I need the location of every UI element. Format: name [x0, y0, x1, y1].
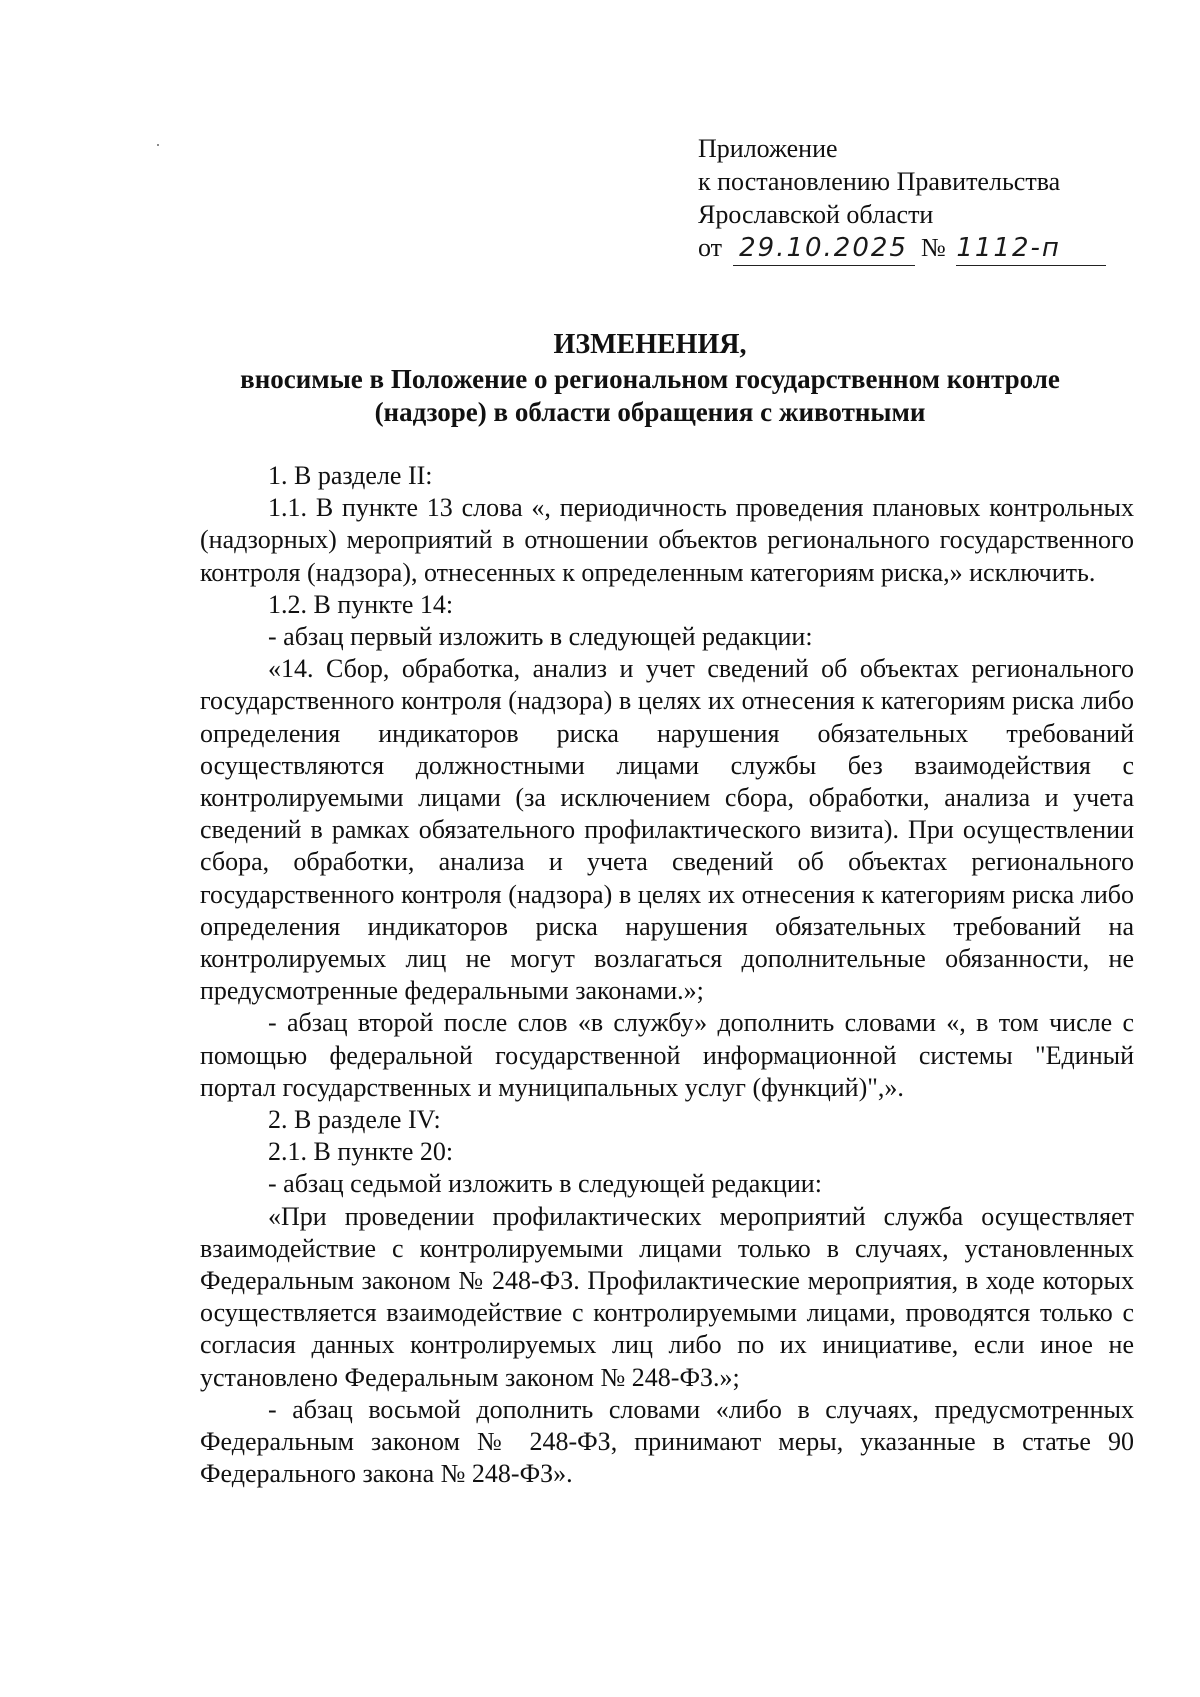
paragraph: - абзац второй после слов «в службу» дополнить словами «, в том числе с помощью федеральной государственной информационной системы "Единый портал государственных и муниципальных услуг (функций)",».: [200, 1008, 1134, 1102]
scan-speck: [157, 144, 159, 146]
title-line-2: вносимые в Положение о региональном государственном контроле: [240, 364, 1060, 394]
appendix-line-3: Ярославской области: [698, 200, 934, 229]
appendix-line-1: Приложение: [698, 134, 838, 163]
paragraph: «14. Сбор, обработка, анализ и учет сведений об объектах регионального государственного контроля (надзора) в целях их отнесения к категориям риска либо определения индикаторов риска нарушения обязательных требований осуществляются должностными лицами службы без взаимодействия с контролируемыми лицами (за исключением сбора, обработки, анализа и учета сведений в рамках обязательного профилактического визита). При осуществлении сбора, обработки, анализа и учета сведений об объектах регионального государственного контроля (надзора) в целях их отнесения к категориям риска либо определения индикаторов риска нарушения обязательных требований на контролируемых лиц не могут возлагаться дополнительные обязанности, не предусмотренные федеральными законами.»;: [200, 654, 1134, 1006]
number-label: №: [921, 233, 946, 262]
paragraph: 1. В разделе II:: [268, 461, 433, 490]
paragraph: 2. В разделе IV:: [268, 1105, 441, 1135]
handwritten-number: 1112-п: [956, 232, 1106, 266]
handwritten-date: 29.10.2025: [733, 232, 915, 266]
paragraph: 1.2. В пункте 14:: [268, 589, 454, 619]
appendix-date-number-line: [698, 231, 1138, 266]
paragraph: - абзац восьмой дополнить словами «либо в случаях, предусмотренных Федеральным законом № 248-ФЗ, принимают меры, указанные в статье 90 Федерального закона № 248-ФЗ».: [200, 1394, 1134, 1489]
paragraph: 2.1. В пункте 20:: [268, 1137, 454, 1167]
document-body: [200, 460, 1134, 1491]
appendix-header: [698, 132, 1138, 266]
paragraph: - абзац первый изложить в следующей редакции:: [268, 622, 813, 652]
paragraph: - абзац седьмой изложить в следующей редакции:: [268, 1169, 822, 1199]
title-main: ИЗМЕНЕНИЯ,: [553, 329, 747, 360]
paragraph: 1.1. В пункте 13 слова «, периодичность проведения плановых контрольных (надзорных) мероприятий в отношении объектов регионального государственного контроля (надзора), отнесенных к определенным категориям риска,» исключить.: [200, 493, 1134, 587]
appendix-line-2: к постановлению Правительства: [698, 167, 1061, 196]
paragraph: «При проведении профилактических мероприятий служба осуществляет взаимодействие с контролируемыми лицами только в случаях, установленных Федеральным законом № 248-ФЗ. Профилактические мероприятия, в ходе которых осуществляется взаимодействие с контролируемыми лицами, проводятся только с согласия данных контролируемых лиц либо по их инициативе, если иное не установлено Федеральным законом № 248-ФЗ.»;: [200, 1201, 1134, 1392]
document-title: [150, 328, 1150, 429]
from-label: от: [698, 233, 723, 262]
title-line-3: (надзоре) в области обращения с животными: [374, 397, 926, 427]
